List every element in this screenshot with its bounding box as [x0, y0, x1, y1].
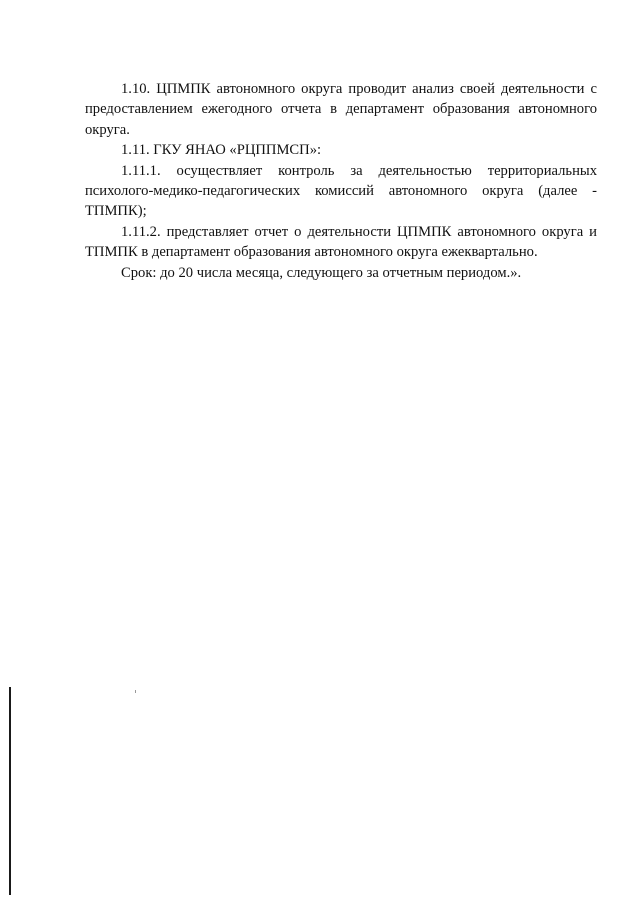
- paragraph-1-11-1: 1.11.1. осуществляет контроль за деятельностью территориальных психолого-медико-педагогических комиссий автономного округа (далее - ТПМПК);: [85, 162, 597, 220]
- scan-edge-line: [9, 687, 11, 895]
- paragraph-1-11: 1.11. ГКУ ЯНАО «РЦППМСП»:: [121, 142, 322, 159]
- paragraph-1-10: 1.10. ЦПМПК автономного округа проводит анализ своей деятельности с предоставлением ежегодного отчета в департамент образования автономного округа.: [85, 81, 597, 138]
- document-body: [85, 79, 597, 283]
- deadline-paragraph: Срок: до 20 числа месяца, следующего за отчетным периодом.».: [121, 264, 522, 281]
- scan-speck: [135, 690, 136, 693]
- paragraph-1-11-2: 1.11.2. представляет отчет о деятельности ЦПМПК автономного округа и ТПМПК в департамент образования автономного округа ежеквартально.: [85, 223, 597, 261]
